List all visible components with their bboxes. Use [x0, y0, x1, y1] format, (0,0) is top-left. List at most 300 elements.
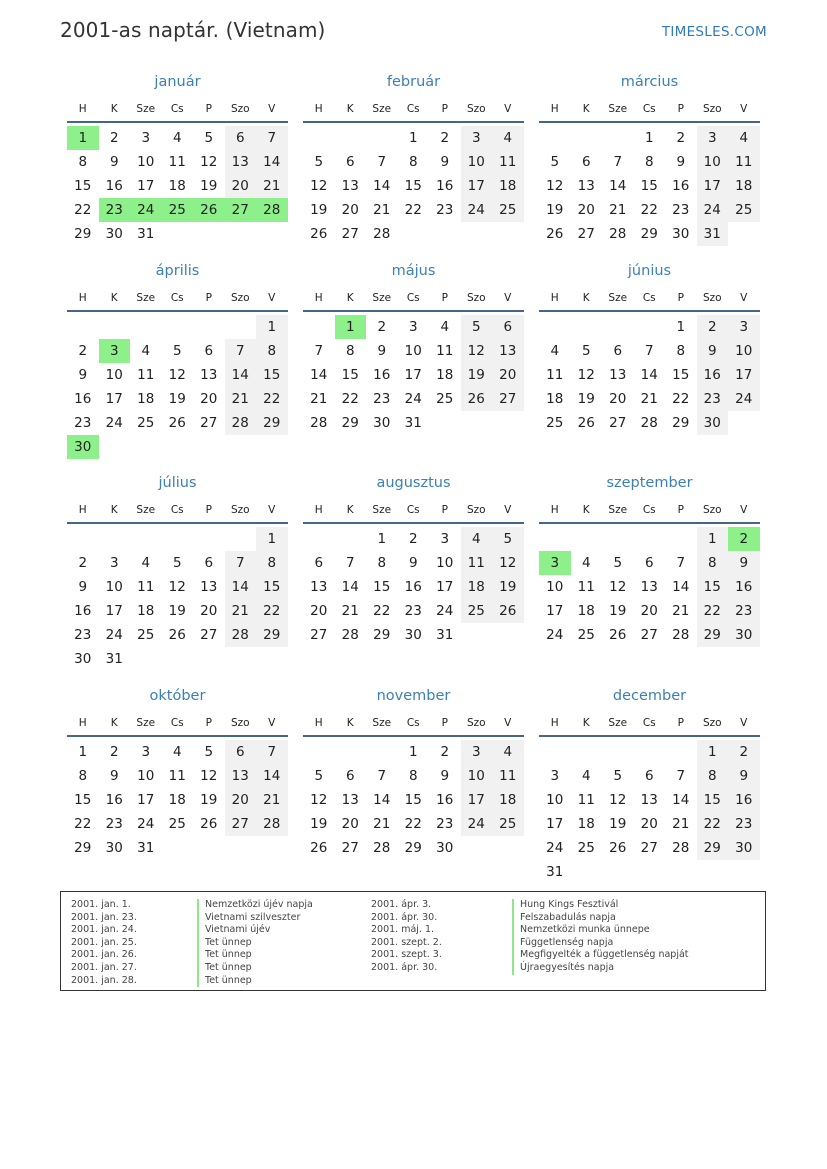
- weekday-label: H: [314, 103, 323, 115]
- weekday-label: V: [740, 292, 748, 304]
- week-row: [539, 527, 760, 551]
- day-cell: 25: [137, 627, 155, 643]
- day-cell: 17: [436, 579, 454, 595]
- empty-cell: [539, 126, 571, 150]
- legend-names-left: [197, 899, 313, 987]
- page-title: 2001-as naptár. (Vietnam): [60, 18, 326, 42]
- day-cell: 29: [697, 623, 729, 647]
- weekday-label: Sze: [136, 103, 156, 115]
- day-cell: 13: [640, 792, 658, 808]
- empty-cell: [634, 860, 666, 884]
- day-cell: 22: [373, 603, 391, 619]
- holiday-name: Hung Kings Fesztivál: [512, 899, 689, 912]
- day-cell: 9: [109, 154, 119, 170]
- day-cell: 31: [137, 226, 155, 242]
- day-cell: 4: [141, 555, 151, 571]
- week-row: [67, 527, 288, 551]
- weekday-label: Sze: [372, 717, 392, 729]
- month-name: november: [376, 688, 451, 704]
- day-cell: 6: [314, 555, 324, 571]
- weekday-label: Sze: [136, 504, 156, 516]
- day-cell: 16: [373, 367, 391, 383]
- weekday-label: Cs: [642, 504, 656, 516]
- week-row: [539, 150, 760, 174]
- day-cell: 14: [310, 367, 328, 383]
- month-name: augusztus: [376, 475, 451, 491]
- day-cell: 15: [341, 367, 359, 383]
- day-cell: 13: [225, 150, 257, 174]
- day-cell: 31: [436, 627, 454, 643]
- weekday-label: Szo: [230, 103, 250, 115]
- day-cell: 7: [377, 154, 387, 170]
- day-cell: 3: [440, 531, 450, 547]
- weekday-label: P: [677, 717, 684, 729]
- day-cell: 27: [640, 627, 658, 643]
- week-row: [67, 623, 288, 647]
- day-cell: 25: [162, 198, 194, 222]
- empty-cell: [256, 222, 288, 246]
- day-cell: 23: [672, 202, 690, 218]
- day-cell: 29: [373, 627, 391, 643]
- day-cell: 27: [640, 840, 658, 856]
- day-cell: 9: [676, 154, 686, 170]
- day-cell: 14: [609, 178, 627, 194]
- empty-cell: [366, 740, 398, 764]
- day-cell: 31: [137, 840, 155, 856]
- day-cell: 14: [256, 150, 288, 174]
- holiday-date: 2001. jan. 23.: [71, 911, 137, 923]
- day-cell: 23: [436, 816, 454, 832]
- day-cell: 25: [492, 812, 524, 836]
- day-cell: 24: [404, 391, 422, 407]
- day-cell: 28: [256, 812, 288, 836]
- day-cell: 14: [225, 575, 257, 599]
- day-cell: 12: [609, 792, 627, 808]
- weekday-label: K: [346, 717, 354, 729]
- day-cell: 15: [672, 367, 690, 383]
- weekday-label: V: [268, 717, 276, 729]
- empty-cell: [665, 860, 697, 884]
- week-row: [303, 764, 524, 788]
- day-cell: 17: [546, 603, 564, 619]
- day-cell: 4: [461, 527, 493, 551]
- day-cell: 4: [492, 740, 524, 764]
- weekday-label: V: [268, 292, 276, 304]
- day-cell: 15: [373, 579, 391, 595]
- month-block: [67, 473, 288, 671]
- day-cell: 3: [550, 768, 560, 784]
- weekday-label: Sze: [372, 292, 392, 304]
- day-cell: 19: [546, 202, 564, 218]
- day-cell: 8: [78, 154, 88, 170]
- day-cell: 20: [640, 603, 658, 619]
- week-row: [539, 126, 760, 150]
- empty-cell: [162, 435, 194, 459]
- day-cell: 13: [200, 367, 218, 383]
- week-row: [303, 812, 524, 836]
- week-row: [539, 812, 760, 836]
- day-cell: 2: [377, 319, 387, 335]
- weekday-header: [303, 498, 524, 524]
- day-cell: 2: [109, 744, 119, 760]
- day-cell: 11: [168, 768, 186, 784]
- day-cell: 29: [256, 623, 288, 647]
- day-cell: 7: [256, 740, 288, 764]
- weekday-label: K: [582, 292, 590, 304]
- week-row: [303, 363, 524, 387]
- day-cell: 23: [697, 387, 729, 411]
- day-cell: 10: [137, 154, 155, 170]
- day-cell: 19: [492, 575, 524, 599]
- day-cell: 16: [728, 575, 760, 599]
- day-cell: 17: [728, 363, 760, 387]
- day-cell: 14: [256, 764, 288, 788]
- empty-cell: [602, 527, 634, 551]
- day-cell: 10: [404, 343, 422, 359]
- day-cell: 20: [200, 603, 218, 619]
- day-cell: 27: [310, 627, 328, 643]
- day-cell: 27: [609, 415, 627, 431]
- weekday-header: [539, 286, 760, 312]
- weekday-label: P: [441, 103, 448, 115]
- weekday-label: Sze: [608, 504, 628, 516]
- day-cell: 15: [640, 178, 658, 194]
- day-cell: 4: [172, 744, 182, 760]
- month-block: [67, 261, 288, 459]
- empty-cell: [99, 435, 131, 459]
- day-cell: 10: [461, 764, 493, 788]
- day-cell: 18: [137, 391, 155, 407]
- day-cell: 26: [168, 627, 186, 643]
- day-cell: 18: [436, 367, 454, 383]
- day-cell: 29: [74, 226, 92, 242]
- day-cell: 21: [310, 391, 328, 407]
- day-cell: 19: [168, 603, 186, 619]
- day-cell: 30: [373, 415, 391, 431]
- day-cell: 29: [697, 836, 729, 860]
- holiday-name: Tet ünnep: [197, 937, 313, 950]
- day-cell: 24: [697, 198, 729, 222]
- day-cell: 28: [373, 840, 391, 856]
- empty-cell: [461, 222, 493, 246]
- day-cell: 18: [168, 178, 186, 194]
- week-row: [67, 599, 288, 623]
- weekday-label: K: [346, 504, 354, 516]
- day-cell: 26: [461, 387, 493, 411]
- weekday-label: K: [110, 717, 118, 729]
- day-cell: 29: [256, 411, 288, 435]
- day-cell: 14: [225, 363, 257, 387]
- weekday-label: P: [677, 292, 684, 304]
- day-cell: 6: [204, 343, 214, 359]
- day-cell: 14: [373, 178, 391, 194]
- day-cell: 14: [672, 579, 690, 595]
- day-cell: 1: [335, 315, 367, 339]
- empty-cell: [571, 740, 603, 764]
- day-cell: 27: [225, 198, 257, 222]
- day-cell: 28: [225, 623, 257, 647]
- day-cell: 7: [314, 343, 324, 359]
- holiday-date: 2001. jan. 24.: [71, 924, 137, 936]
- day-cell: 25: [436, 391, 454, 407]
- day-cell: 13: [577, 178, 595, 194]
- day-cell: 1: [644, 130, 654, 146]
- day-cell: 30: [728, 836, 760, 860]
- empty-cell: [602, 126, 634, 150]
- day-cell: 17: [697, 174, 729, 198]
- day-cell: 22: [74, 202, 92, 218]
- day-cell: 2: [109, 130, 119, 146]
- month-block: [67, 686, 288, 860]
- day-cell: 5: [172, 343, 182, 359]
- day-cell: 15: [697, 788, 729, 812]
- day-cell: 10: [105, 579, 123, 595]
- holiday-date: 2001. jan. 28.: [71, 974, 137, 986]
- empty-cell: [162, 527, 194, 551]
- day-cell: 9: [728, 551, 760, 575]
- weekday-label: Sze: [372, 103, 392, 115]
- day-cell: 21: [373, 202, 391, 218]
- holiday-name: Nemzetközi újév napja: [197, 899, 313, 912]
- week-row: [303, 788, 524, 812]
- empty-cell: [99, 527, 131, 551]
- holiday-date: 2001. ápr. 30.: [371, 961, 438, 973]
- day-cell: 13: [341, 178, 359, 194]
- day-cell: 29: [74, 840, 92, 856]
- day-cell: 28: [225, 411, 257, 435]
- empty-cell: [492, 836, 524, 860]
- day-cell: 23: [99, 198, 131, 222]
- day-cell: 23: [74, 627, 92, 643]
- day-cell: 8: [676, 343, 686, 359]
- day-cell: 1: [256, 315, 288, 339]
- day-cell: 24: [728, 387, 760, 411]
- weekday-label: Cs: [406, 504, 420, 516]
- day-cell: 23: [404, 603, 422, 619]
- day-cell: 25: [492, 198, 524, 222]
- day-cell: 25: [461, 599, 493, 623]
- weekday-label: Cs: [406, 717, 420, 729]
- day-cell: 16: [74, 391, 92, 407]
- day-cell: 24: [137, 816, 155, 832]
- empty-cell: [303, 527, 335, 551]
- holiday-name: Tet ünnep: [197, 962, 313, 975]
- empty-cell: [162, 836, 194, 860]
- day-cell: 12: [168, 367, 186, 383]
- day-cell: 12: [200, 768, 218, 784]
- day-cell: 7: [225, 551, 257, 575]
- day-cell: 19: [577, 391, 595, 407]
- legend-dates-left: [71, 899, 137, 987]
- day-cell: 7: [256, 126, 288, 150]
- month-block: [539, 72, 760, 246]
- day-cell: 21: [341, 603, 359, 619]
- day-cell: 24: [105, 415, 123, 431]
- day-cell: 13: [225, 764, 257, 788]
- weekday-label: H: [78, 103, 87, 115]
- week-row: [539, 411, 760, 435]
- weekday-label: P: [205, 717, 212, 729]
- day-cell: 5: [550, 154, 560, 170]
- week-row: [67, 764, 288, 788]
- day-cell: 5: [204, 130, 214, 146]
- weekday-label: Cs: [642, 103, 656, 115]
- holiday-name: Függetlenség napja: [512, 937, 689, 950]
- weekday-label: K: [346, 103, 354, 115]
- day-cell: 4: [581, 555, 591, 571]
- empty-cell: [67, 315, 99, 339]
- day-cell: 8: [256, 551, 288, 575]
- day-cell: 29: [341, 415, 359, 431]
- day-cell: 3: [99, 339, 131, 363]
- weekday-label: Cs: [170, 504, 184, 516]
- day-cell: 7: [613, 154, 623, 170]
- day-cell: 16: [436, 178, 454, 194]
- weekday-label: P: [677, 103, 684, 115]
- day-cell: 21: [256, 174, 288, 198]
- day-cell: 16: [74, 603, 92, 619]
- day-cell: 30: [697, 411, 729, 435]
- day-cell: 12: [310, 792, 328, 808]
- week-row: [67, 551, 288, 575]
- day-cell: 25: [728, 198, 760, 222]
- day-cell: 20: [341, 816, 359, 832]
- weekday-header: [539, 711, 760, 737]
- empty-cell: [728, 411, 760, 435]
- week-row: [303, 150, 524, 174]
- month-block: [539, 686, 760, 884]
- day-cell: 8: [408, 154, 418, 170]
- day-cell: 2: [408, 531, 418, 547]
- day-cell: 6: [492, 315, 524, 339]
- empty-cell: [193, 435, 225, 459]
- day-cell: 6: [613, 343, 623, 359]
- empty-cell: [492, 222, 524, 246]
- day-cell: 5: [314, 154, 324, 170]
- day-cell: 11: [137, 367, 155, 383]
- day-cell: 26: [577, 415, 595, 431]
- day-cell: 16: [105, 178, 123, 194]
- empty-cell: [571, 315, 603, 339]
- day-cell: 24: [546, 840, 564, 856]
- weekday-label: Cs: [642, 292, 656, 304]
- day-cell: 2: [78, 555, 88, 571]
- day-cell: 8: [697, 551, 729, 575]
- day-cell: 7: [644, 343, 654, 359]
- day-cell: 5: [613, 768, 623, 784]
- day-cell: 7: [377, 768, 387, 784]
- day-cell: 12: [168, 579, 186, 595]
- day-cell: 9: [78, 367, 88, 383]
- day-cell: 1: [377, 531, 387, 547]
- day-cell: 21: [609, 202, 627, 218]
- empty-cell: [634, 740, 666, 764]
- day-cell: 3: [141, 744, 151, 760]
- month-name: január: [154, 74, 201, 90]
- empty-cell: [256, 836, 288, 860]
- day-cell: 15: [74, 178, 92, 194]
- empty-cell: [571, 126, 603, 150]
- week-row: [539, 174, 760, 198]
- weekday-label: Szo: [230, 717, 250, 729]
- week-row: [303, 575, 524, 599]
- day-cell: 19: [609, 603, 627, 619]
- day-cell: 3: [539, 551, 571, 575]
- day-cell: 25: [168, 816, 186, 832]
- empty-cell: [366, 126, 398, 150]
- site-link[interactable]: TIMESLES.COM: [661, 24, 767, 40]
- day-cell: 29: [404, 840, 422, 856]
- day-cell: 19: [200, 792, 218, 808]
- month-block: [303, 473, 524, 647]
- weekday-label: K: [110, 292, 118, 304]
- month-name: július: [158, 475, 197, 491]
- day-cell: 8: [256, 339, 288, 363]
- empty-cell: [634, 315, 666, 339]
- empty-cell: [461, 836, 493, 860]
- month-name: április: [155, 263, 200, 279]
- empty-cell: [162, 222, 194, 246]
- day-cell: 22: [256, 599, 288, 623]
- week-row: [67, 222, 288, 246]
- month-name: február: [386, 74, 441, 90]
- weekday-label: V: [268, 504, 276, 516]
- week-row: [67, 411, 288, 435]
- week-row: [303, 339, 524, 363]
- weekday-header: [67, 286, 288, 312]
- weekday-label: Szo: [230, 292, 250, 304]
- week-row: [67, 150, 288, 174]
- week-row: [67, 788, 288, 812]
- week-row: [539, 339, 760, 363]
- holiday-name: Tet ünnep: [197, 975, 313, 988]
- empty-cell: [130, 527, 162, 551]
- week-row: [303, 599, 524, 623]
- day-cell: 2: [676, 130, 686, 146]
- day-cell: 27: [200, 627, 218, 643]
- day-cell: 6: [581, 154, 591, 170]
- weekday-header: [67, 97, 288, 123]
- month-name: június: [627, 263, 672, 279]
- weekday-label: Cs: [642, 717, 656, 729]
- empty-cell: [130, 435, 162, 459]
- day-cell: 5: [613, 555, 623, 571]
- week-row: [539, 764, 760, 788]
- empty-cell: [492, 623, 524, 647]
- day-cell: 22: [404, 202, 422, 218]
- holiday-date: 2001. ápr. 3.: [371, 899, 432, 910]
- day-cell: 1: [408, 744, 418, 760]
- day-cell: 28: [373, 226, 391, 242]
- week-row: [539, 222, 760, 246]
- day-cell: 10: [546, 579, 564, 595]
- week-row: [67, 647, 288, 671]
- day-cell: 8: [78, 768, 88, 784]
- day-cell: 19: [310, 816, 328, 832]
- day-cell: 16: [697, 363, 729, 387]
- weekday-label: K: [110, 504, 118, 516]
- day-cell: 11: [728, 150, 760, 174]
- day-cell: 28: [672, 627, 690, 643]
- day-cell: 5: [314, 768, 324, 784]
- weekday-label: V: [268, 103, 276, 115]
- day-cell: 5: [204, 744, 214, 760]
- weekday-label: K: [110, 103, 118, 115]
- day-cell: 12: [577, 367, 595, 383]
- day-cell: 17: [461, 788, 493, 812]
- day-cell: 11: [461, 551, 493, 575]
- week-row: [539, 788, 760, 812]
